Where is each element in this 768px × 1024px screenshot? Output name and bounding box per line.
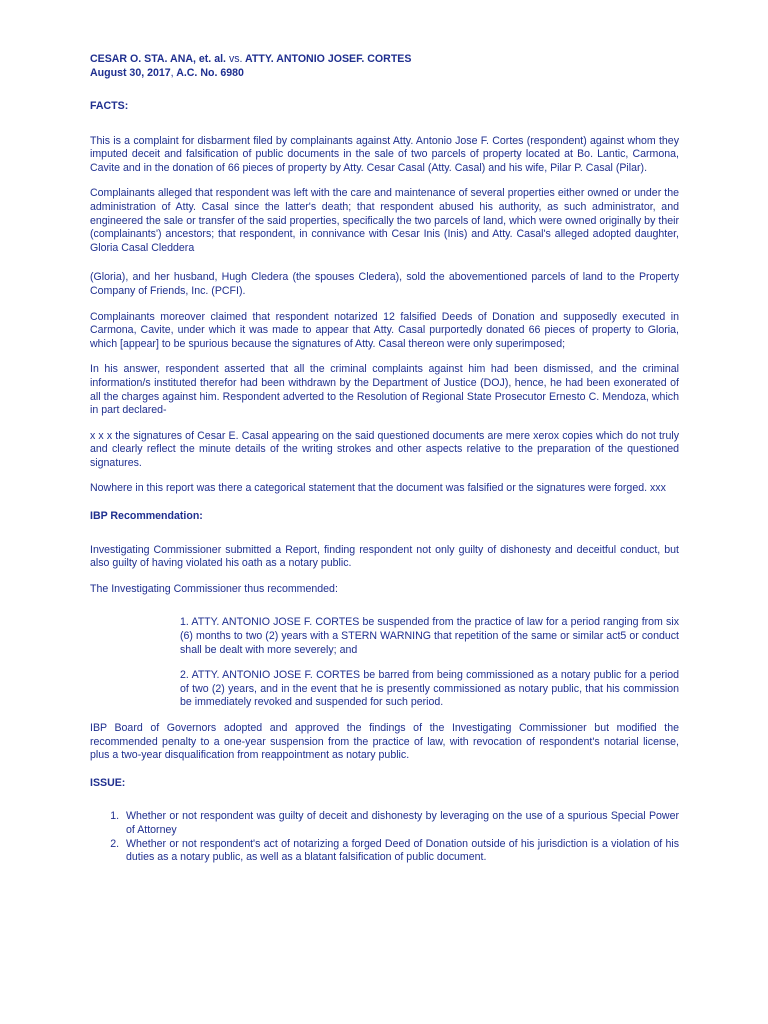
ibp-paragraph-2: The Investigating Commissioner thus recommended: <box>90 582 338 595</box>
facts-paragraph-7: Nowhere in this report was there a categorical statement that the document was falsified or the signatures were forged. xxx <box>90 482 666 495</box>
recommendation-1: 1. ATTY. ANTONIO JOSE F. CORTES be suspended from the practice of law for a period ranging from six (6) months to two (2) years with a STERN WARNING that repetition of the same or similar act5 or conduct shall be dealt with more severely; and <box>180 616 679 656</box>
facts-paragraph-4: Complainants moreover claimed that respondent notarized 12 falsified Deeds of Donation and supposedly executed in Carmona, Cavite, under which it was made to appear that Atty. Casal purportedly donated 66 pieces of property to Gloria, which [appear] to be spurious because the signatures of Atty. Casal thereon were only superimposed; <box>90 310 679 350</box>
ibp-paragraph-3: IBP Board of Governors adopted and approved the findings of the Investigating Commissioner but modified the recommended penalty to a one-year suspension from the practice of law, with revocation of respondent's notarial license, plus a two-year disqualification from reappointment as notary public. <box>90 722 679 762</box>
case-date: August 30, 2017 <box>90 67 171 79</box>
issue-item: 1. Whether or not respondent was guilty of deceit and dishonesty by leveraging on the use of a spurious Special Power of Attorney <box>122 810 679 837</box>
case-date-line: August 30, 2017, A.C. No. 6980 <box>90 67 244 79</box>
case-number: A.C. No. 6980 <box>176 67 244 79</box>
facts-quote: x x x the signatures of Cesar E. Casal appearing on the said questioned documents are mere xerox copies which do not truly and clearly reflect the minute details of the writing strokes and other aspects relative to the preparation of the questioned signatures. <box>90 429 679 469</box>
parties-a: CESAR O. STA. ANA, et. al. <box>90 53 226 65</box>
ibp-heading: IBP Recommendation: <box>90 510 203 523</box>
document-page <box>90 52 679 865</box>
recommendation-2: 2. ATTY. ANTONIO JOSE F. CORTES be barred from being commissioned as a notary public for a period of two (2) years, and in the event that he is presently commissioned as notary public, that his commission be immediately revoked and suspended for such period. <box>180 669 679 709</box>
ibp-paragraph-1: Investigating Commissioner submitted a Report, finding respondent not only guilty of dishonesty and deceitful conduct, but also guilty of having violated his oath as a notary public. <box>90 543 679 570</box>
facts-heading: FACTS: <box>90 100 129 112</box>
facts-paragraph-2: Complainants alleged that respondent was left with the care and maintenance of several properties either owned or under the administration of Atty. Casal since the latter's death; that respondent abused his authority, as such administrator, and engineered the sale or transfer of the said properties, specifically the two parcels of land, which were owned originally by their (complainants') ancestors; that respondent, in connivance with Cesar Inis (Inis) and Atty. Casal's alleged adopted daughter, Gloria Casal Cleddera <box>90 187 679 254</box>
facts-paragraph-3: (Gloria), and her husband, Hugh Cledera (the spouses Cledera), sold the abovementioned parcels of land to the Property Company of Friends, Inc. (PCFI). <box>90 271 679 297</box>
case-title <box>90 52 679 66</box>
facts-paragraph-5: In his answer, respondent asserted that all the criminal complaints against him had been dismissed, and the criminal information/s instituted therefor had been withdrawn by the Department of Justice (DOJ), hence, he had been exonerated of all the charges against him. Respondent adverted to the Resolution of Regional State Prosecutor Ernesto C. Mendoza, which in part declared- <box>90 363 679 417</box>
issue-heading: ISSUE: <box>90 776 126 789</box>
parties-b: ATTY. ANTONIO JOSEF. CORTES <box>245 53 412 65</box>
versus: vs. <box>228 53 243 65</box>
facts-paragraph-1: This is a complaint for disbarment filed by complainants against Atty. Antonio Jose F. Cortes (respondent) against whom they imputed deceit and falsification of public documents in the sale of two parcels of property located at Bo. Lantic, Carmona, Cavite and in the donation of 66 pieces of property by Atty. Cesar Casal (Atty. Casal) and his wife, Pilar P. Casal (Pilar). <box>90 134 679 174</box>
issue-list <box>90 810 679 864</box>
issue-item: 2. Whether or not respondent's act of notarizing a forged Deed of Donation outside of his jurisdiction is a violation of his duties as a notary public, as well as a blatant falsification of public document. <box>122 838 679 865</box>
